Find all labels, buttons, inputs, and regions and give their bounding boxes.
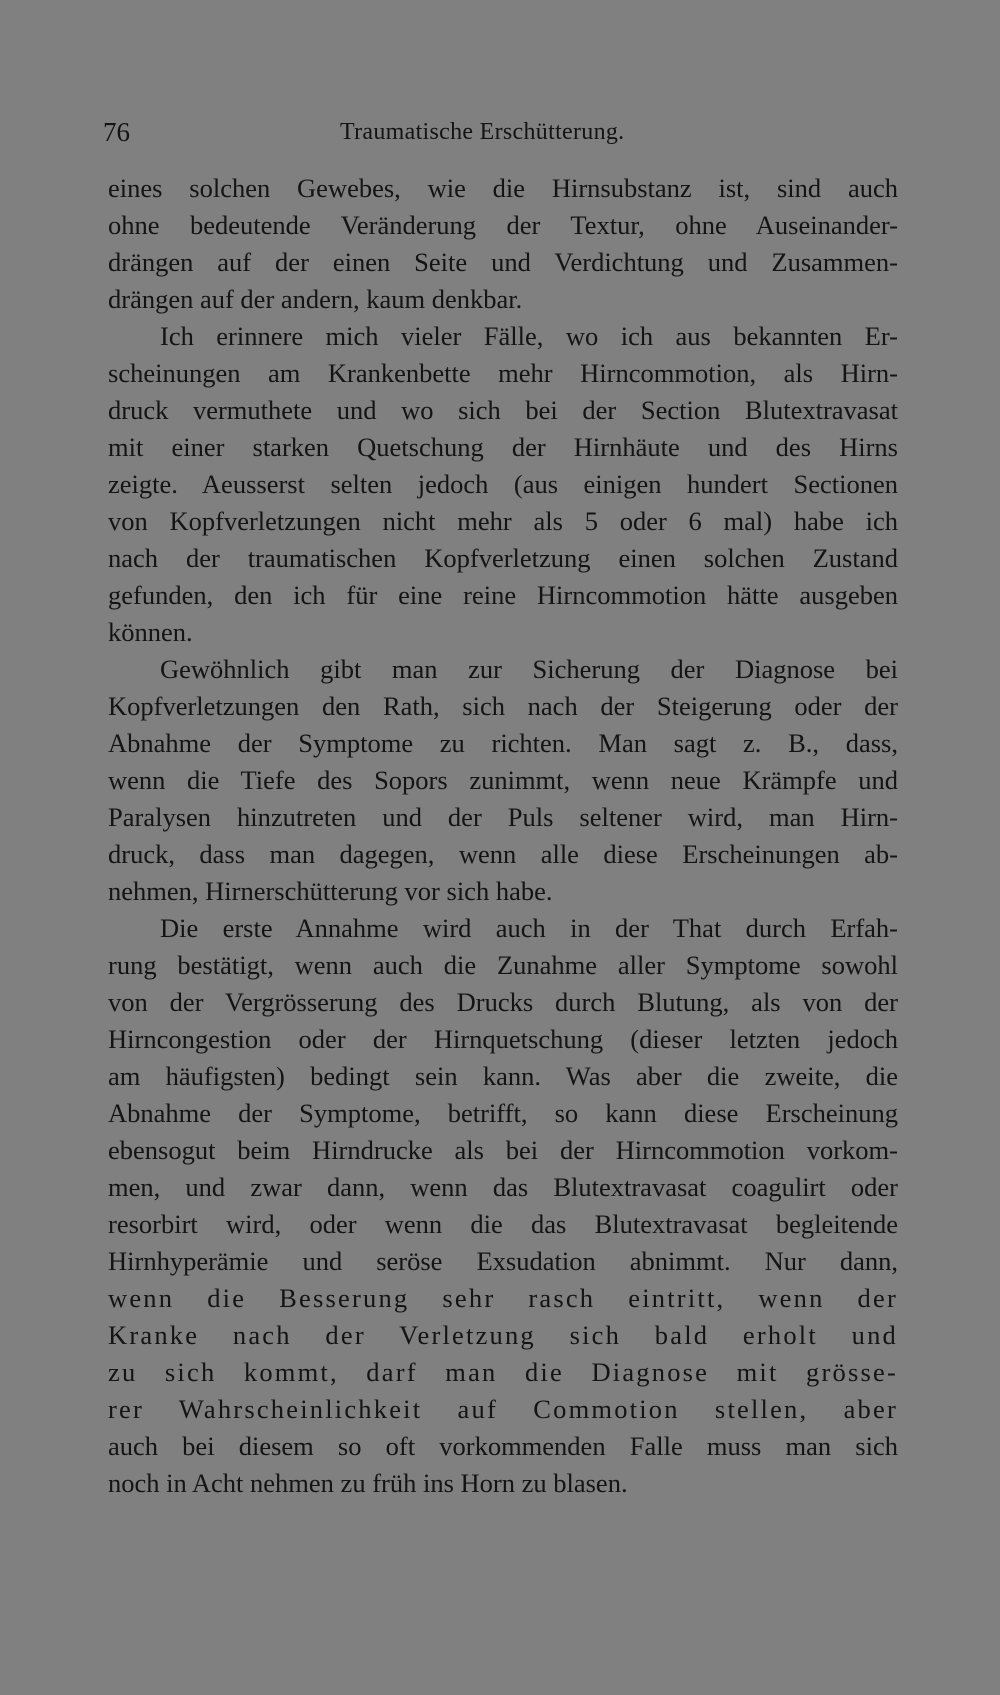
- text-line: auch bei diesem so oft vorkommenden Falle muss man sich: [108, 1431, 898, 1461]
- running-title: Traumatische Erschütterung.: [340, 119, 625, 145]
- text-line: zeigte. Aeusserst selten jedoch (aus einigen hundert Sectionen: [108, 469, 898, 499]
- text-line: rung bestätigt, wenn auch die Zunahme aller Symptome sowohl: [108, 950, 898, 980]
- text-line: gefunden, den ich für eine reine Hirncommotion hätte ausgeben: [108, 580, 898, 610]
- text-line: druck vermuthete und wo sich bei der Section Blutextravasat: [108, 395, 898, 425]
- emphasized-line: zu sich kommt, darf man die Diagnose mit grösse-: [108, 1357, 898, 1387]
- text-line: ebensogut beim Hirndrucke als bei der Hirncommotion vorkom-: [108, 1135, 898, 1165]
- text-line: eines solchen Gewebes, wie die Hirnsubstanz ist, sind auch: [108, 173, 898, 203]
- emphasized-line: Kranke nach der Verletzung sich bald erholt und: [108, 1320, 898, 1350]
- body-text: [108, 170, 898, 1502]
- text-line: men, und zwar dann, wenn das Blutextravasat coagulirt oder: [108, 1172, 898, 1202]
- text-line: mit einer starken Quetschung der Hirnhäute und des Hirns: [108, 432, 898, 462]
- text-line: Abnahme der Symptome zu richten. Man sagt z. B., dass,: [108, 728, 898, 758]
- text-line: Abnahme der Symptome, betrifft, so kann diese Erscheinung: [108, 1098, 898, 1128]
- text-line: noch in Acht nehmen zu früh ins Horn zu blasen.: [108, 1468, 628, 1498]
- text-line: resorbirt wird, oder wenn die das Blutextravasat begleitende: [108, 1209, 898, 1239]
- paragraph-first-line: Ich erinnere mich vieler Fälle, wo ich aus bekannten Er-: [160, 321, 898, 351]
- text-line: wenn die Tiefe des Sopors zunimmt, wenn neue Krämpfe und: [108, 765, 898, 795]
- page-header: [103, 112, 901, 152]
- text-line: Kopfverletzungen den Rath, sich nach der Steigerung oder der: [108, 691, 898, 721]
- text-line: von Kopfverletzungen nicht mehr als 5 oder 6 mal) habe ich: [108, 506, 898, 536]
- emphasized-line: wenn die Besserung sehr rasch eintritt, wenn der: [108, 1283, 898, 1313]
- text-line: drängen auf der einen Seite und Verdichtung und Zusammen-: [108, 247, 898, 277]
- paragraph-first-line: Die erste Annahme wird auch in der That durch Erfah-: [160, 913, 898, 943]
- text-line: nehmen, Hirnerschütterung vor sich habe.: [108, 876, 553, 906]
- text-line: können.: [108, 617, 193, 647]
- text-line: druck, dass man dagegen, wenn alle diese Erscheinungen ab-: [108, 839, 898, 869]
- text-line: drängen auf der andern, kaum denkbar.: [108, 284, 523, 314]
- text-line: nach der traumatischen Kopfverletzung einen solchen Zustand: [108, 543, 898, 573]
- emphasized-line: rer Wahrscheinlichkeit auf Commotion stellen, aber: [108, 1394, 898, 1424]
- text-line: Paralysen hinzutreten und der Puls seltener wird, man Hirn-: [108, 802, 898, 832]
- text-line: Hirnhyperämie und seröse Exsudation abnimmt. Nur dann,: [108, 1246, 898, 1276]
- text-line: ohne bedeutende Veränderung der Textur, ohne Auseinander-: [108, 210, 898, 240]
- text-line: von der Vergrösserung des Drucks durch Blutung, als von der: [108, 987, 898, 1017]
- text-line: am häufigsten) bedingt sein kann. Was aber die zweite, die: [108, 1061, 898, 1091]
- text-line: Hirncongestion oder der Hirnquetschung (dieser letzten jedoch: [108, 1024, 898, 1054]
- paragraph-first-line: Gewöhnlich gibt man zur Sicherung der Diagnose bei: [160, 654, 898, 684]
- text-line: scheinungen am Krankenbette mehr Hirncommotion, als Hirn-: [108, 358, 898, 388]
- page-number: 76: [103, 117, 130, 147]
